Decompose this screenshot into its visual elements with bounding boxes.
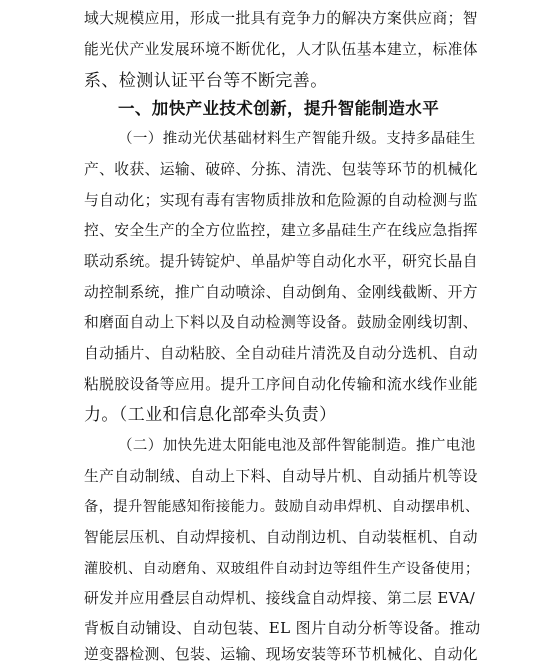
section-heading: 一、加快产业技术创新，提升智能制造水平 xyxy=(118,99,440,118)
paragraph-line: 能光伏产业发展环境不断优化，人才队伍基本建立，标准体 xyxy=(84,41,478,58)
paragraph-line: 和磨面自动上下料以及自动检测等设备。鼓励金刚线切割、 xyxy=(84,314,478,331)
paragraph-line: 控、安全生产的全方位监控，建立多晶硅生产在线应急指挥 xyxy=(84,222,478,239)
paragraph-line: 域大规模应用，形成一批具有竞争力的解决方案供应商；智 xyxy=(84,10,478,27)
paragraph-line: 灌胶机、自动磨角、双玻组件自动封边等组件生产设备使用； xyxy=(84,561,480,577)
paragraph-line: 与自动化；实现有毒有害物质排放和危险源的自动检测与监 xyxy=(84,192,478,209)
paragraph-line: 智能层压机、自动焊接机、自动削边机、自动装框机、自动 xyxy=(84,529,478,546)
paragraph-line: 自动插片、自动粘胶、全自动硅片清洗及自动分选机、自动 xyxy=(84,345,478,362)
paragraph-line: （二）加快先进太阳能电池及部件智能制造。推广电池 xyxy=(118,438,476,454)
paragraph-line: 动控制系统，推广自动喷涂、自动倒角、金刚线截断、开方 xyxy=(84,284,478,301)
paragraph-line: 粘脱胶设备等应用。提升工序间自动化传输和流水线作业能 xyxy=(84,376,478,393)
paragraph-line: （一）推动光伏基础材料生产智能升级。支持多晶硅生 xyxy=(118,131,476,147)
paragraph-line: 背板自动铺设、自动包装、EL 图片自动分析等设备。推动 xyxy=(84,619,481,637)
paragraph-line: 力。（工业和信息化部牵头负责） xyxy=(84,405,337,425)
paragraph-line: 系、检测认证平台等不断完善。 xyxy=(84,71,328,91)
paragraph-line: 备，提升智能感知衔接能力。鼓励自动串焊机、自动摆串机、 xyxy=(84,499,480,515)
paragraph-line: 联动系统。提升铸锭炉、单晶炉等自动化水平，研究长晶自 xyxy=(84,253,478,270)
paragraph-line: 逆变器检测、包装、运输、现场安装等环节机械化、自动化 xyxy=(84,646,478,663)
paragraph-line: 研发并应用叠层自动焊机、接线盒自动焊接、第二层 EVA/ xyxy=(84,590,476,607)
paragraph-line: 生产自动制绒、自动上下料、自动导片机、自动插片机等设 xyxy=(84,468,478,485)
paragraph-line: 产、收获、运输、破碎、分拣、清洗、包装等环节的机械化 xyxy=(84,161,478,178)
